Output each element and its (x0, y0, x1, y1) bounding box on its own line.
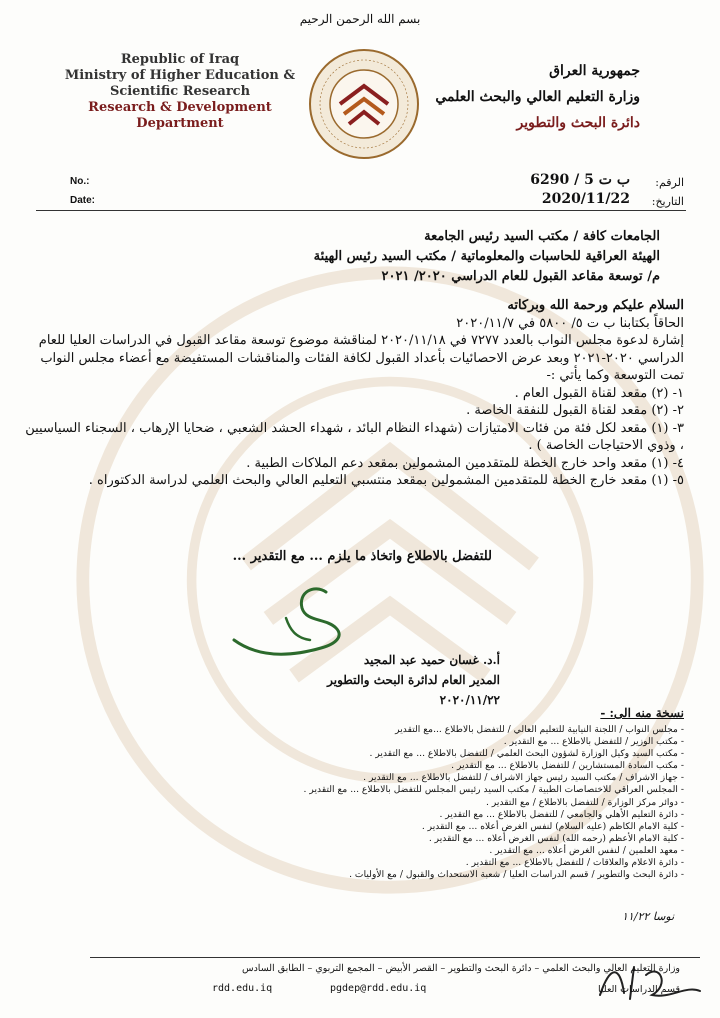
no-label: No.: (70, 176, 90, 187)
ar-line-country: جمهورية العراق (549, 63, 640, 79)
addressee-line: الهيئة العراقية للحاسبات والمعلوماتية / مكتب السيد رئيس الهيئة (313, 249, 660, 264)
list-item: ٤- (١) مقعد واحد خارج الخطة للمتقدمين المشمولين بمقعد دعم الملاكات الطبية . (246, 455, 684, 471)
copy-item: - دوائر مركز الوزارة / للتفضل بالاطلاع / مع التقدير . (24, 797, 684, 809)
closing-line: للتفضل بالاطلاع واتخاذ ما يلزم ... مع التقدير ... (232, 549, 492, 564)
en-line-country: Republic of Iraq (120, 52, 240, 67)
header-divider (36, 210, 686, 211)
basmala: بسم الله الرحمن الرحيم (299, 12, 421, 26)
copy-item: - جهاز الاشراف / مكتب السيد رئيس جهاز الاشراف / للتفضل بالاطلاع ... مع التقدير . (24, 772, 684, 784)
number-value: ب ت 5 / 6290 (530, 172, 630, 188)
list-item: ٢- (٢) مقعد لقناة القبول للنفقة الخاصة . (466, 403, 684, 418)
copy-item: - مكتب السادة المستشارين / للتفضل بالاطلاع ... مع التقدير . (24, 760, 684, 772)
copy-item: - مكتب الوزير / للتفضل بالاطلاع ... مع التقدير . (24, 736, 684, 748)
english-letterhead (60, 52, 300, 132)
letter-body (24, 297, 684, 490)
copy-item: - دائرة البحث والتطوير / قسم الدراسات العليا / شعبة الاستحداث والقبول / مع الأوليات . (24, 869, 684, 881)
list-item: ١- (٢) مقعد لقناة القبول العام . (514, 385, 684, 401)
signature-block (327, 650, 500, 710)
addressee-block (100, 227, 660, 287)
en-line-dept-2: Department (136, 116, 224, 131)
date-label-ar: التاريخ: (651, 195, 684, 208)
en-line-ministry-2: Scientific Research (109, 84, 251, 99)
en-line-dept: Research & Development (88, 100, 272, 115)
number-label-ar: الرقم: (655, 176, 684, 189)
ar-line-dept: دائرة البحث والتطوير (516, 115, 640, 131)
copy-item: - دائرة الاعلام والعلاقات / للتفضل بالاطلاع ... مع التقدير . (24, 857, 684, 869)
footer-website[interactable]: rdd.edu.iq (212, 983, 273, 994)
signer-name: أ.د. غسان حميد عبد المجيد (363, 653, 500, 667)
copy-item: - المجلس العراقي للاختصاصات الطبية / مكتب السيد رئيس المجلس للتفضل بالاطلاع ... مع التقدير . (24, 784, 684, 796)
reference-paragraph: الحاقاً بكتابنا ب ت ٥/ ٥٨٠٠ في ٢٠٢٠/١١/٧ (456, 315, 684, 331)
copy-item: - مجلس النواب / اللجنة النيابية للتعليم العالي / للتفضل بالاطلاع ...مع التقدير (24, 724, 684, 736)
copy-item: - مكتب السيد وكيل الوزارة لشؤون البحث العلمي / للتفضل بالاطلاع ... مع التقدير . (24, 748, 684, 760)
footer-divider (90, 957, 700, 958)
main-paragraph: إشارة لدعوة مجلس النواب بالعدد ٧٢٧٧ في ٢٠٢٠/١١/١٨ لمناقشة موضوع توسعة مقاعد القبول في الدراسات العليا للعام الدراسي ٢٠٢٠-٢٠٢١ وبعد عرض الاحصائيات بأعداد القبول لكافة الفئات والمناقشات المستفيضة مع أعضاء مجلس النواب تمت التوسعة وكما يأتي :- (38, 333, 684, 383)
arabic-letterhead (390, 58, 640, 136)
copy-item: - معهد العلمين / لنفس الغرض أعلاه ... مع التقدير . (24, 845, 684, 857)
copies-list (24, 724, 684, 881)
signer-title: المدير العام لدائرة البحث والتطوير (327, 673, 500, 687)
list-item: ٥- (١) مقعد خارج الخطة للمتقدمين المشمولين بمقعد منتسبي التعليم العالي والبحث العلمي لدراسة الدكتوراه . (88, 473, 684, 488)
signature-date: ٢٠٢٠/١١/٢٢ (439, 693, 500, 707)
addressee-line: الجامعات كافة / مكتب السيد رئيس الجامعة (424, 229, 660, 244)
list-item: ٣- (١) مقعد لكل فئة من فئات الامتيازات (شهداء النظام البائد ، شهداء الحشد الشعبي ، ضحايا الإرهاب ، السجناء السياسيين ، وذوي الاحتياجات الخاصة ) . (25, 420, 684, 453)
copy-item: - كلية الامام الأعظم (رحمه الله) لنفس الغرض أعلاه ... مع التقدير . (24, 833, 684, 845)
footer-email[interactable]: pgdep@rdd.edu.iq (330, 983, 427, 994)
handwritten-note: نوسا ١١/٢٢ (622, 910, 675, 923)
subject-line: م/ توسعة مقاعد القبول للعام الدراسي ٢٠٢٠/ ٢٠٢١ (381, 269, 660, 284)
footer-address: وزارة التعليم العالي والبحث العلمي – دائرة البحث والتطوير – القصر الأبيض – المجمع التربوي – الطابق السادس (241, 963, 680, 974)
copy-item: - دائرة التعليم الأهلي والجامعي / للتفضل بالاطلاع ... مع التقدير . (24, 809, 684, 821)
copies-title: نسخة منه الى: - (600, 706, 684, 720)
greeting: السلام عليكم ورحمة الله وبركاته (507, 298, 684, 313)
date-value: 2020/11/22 (541, 191, 630, 207)
ar-line-ministry: وزارة التعليم العالي والبحث العلمي (435, 89, 640, 105)
en-line-ministry: Ministry of Higher Education & (64, 68, 296, 83)
footer-dept-label: قسم الدراسات العليا (598, 984, 680, 995)
copy-item: - كلية الامام الكاظم (عليه السلام) لنفس الغرض أعلاه ... مع التقدير . (24, 821, 684, 833)
date-label: Date: (70, 195, 96, 206)
